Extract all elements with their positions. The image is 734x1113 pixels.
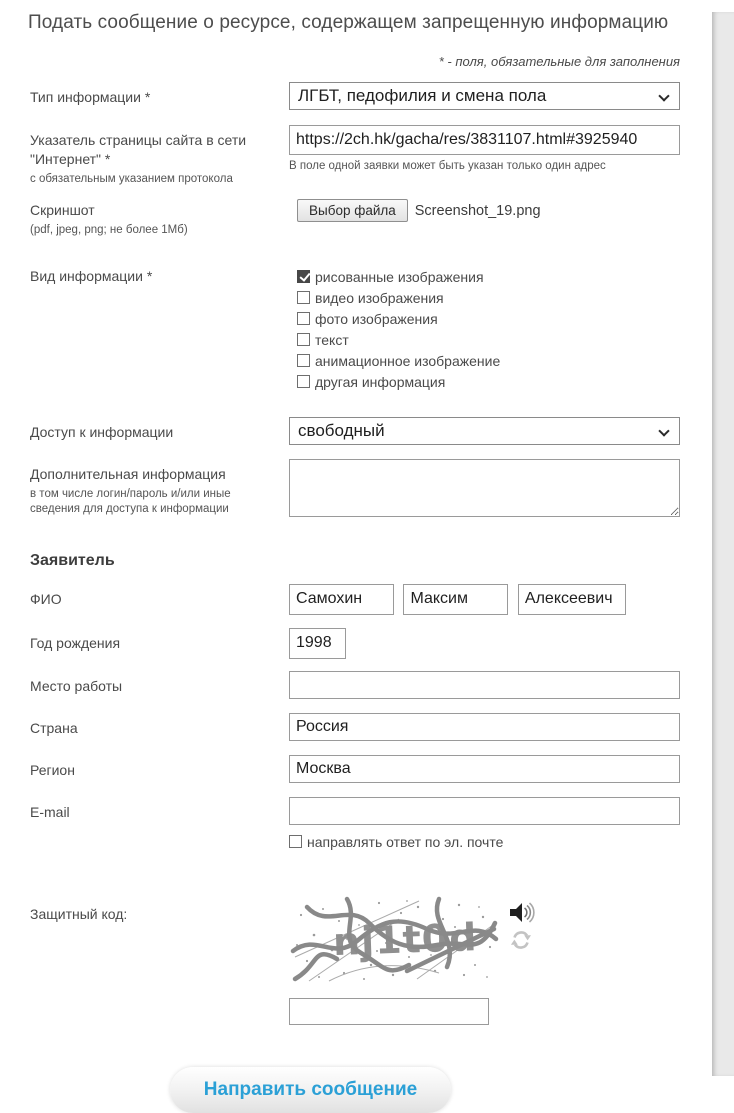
checkbox-email-reply[interactable]	[289, 835, 302, 848]
workplace-label: Место работы	[30, 677, 123, 694]
access-select[interactable]	[289, 417, 680, 445]
birth-year-label: Год рождения	[30, 634, 121, 651]
checkbox-label: текст	[315, 331, 349, 348]
info-type-selected-value: ЛГБТ, педофилия и смена пола	[298, 86, 547, 105]
required-fields-note: * - поля, обязательные для заполнения	[438, 54, 680, 69]
checkbox-row-text	[297, 332, 680, 348]
checkbox-label: фото изображения	[315, 310, 438, 327]
row-country	[30, 713, 680, 741]
screenshot-sublabel: (pdf, jpeg, png; не более 1Мб)	[30, 224, 188, 237]
row-additional-info	[30, 459, 680, 522]
row-region	[30, 755, 680, 783]
checkbox-row-other-info	[297, 374, 680, 390]
birth-year-input[interactable]	[289, 628, 346, 659]
info-type-label: Тип информации *	[30, 89, 151, 105]
row-captcha	[30, 895, 680, 1025]
checkbox-row-animated-image	[297, 353, 680, 369]
checkbox-drawn-images[interactable]	[297, 270, 310, 283]
access-selected-value: свободный	[298, 420, 385, 440]
checkbox-row-drawn-images	[297, 269, 680, 285]
checkbox-row-photo-images	[297, 311, 680, 327]
url-sublabel: с обязательным указанием протокола	[30, 172, 233, 185]
checkbox-photo-images[interactable]	[297, 312, 310, 325]
choose-file-button[interactable]: Выбор файла	[297, 199, 408, 222]
page-title: Подать сообщение о ресурсе, содержащем запрещенную информацию	[28, 12, 669, 33]
row-screenshot	[30, 195, 680, 238]
info-type-select[interactable]	[289, 82, 680, 110]
row-info-kind	[30, 261, 680, 395]
checkbox-text[interactable]	[297, 333, 310, 346]
checkbox-other-info[interactable]	[297, 375, 310, 388]
captcha-audio-button[interactable]	[509, 901, 533, 924]
captcha-image	[289, 895, 500, 983]
region-input[interactable]	[289, 755, 680, 783]
fio-label: ФИО	[30, 590, 62, 607]
chevron-down-icon	[658, 90, 669, 101]
captcha-label: Защитный код:	[30, 905, 128, 922]
workplace-input[interactable]	[289, 671, 680, 699]
country-input[interactable]	[289, 713, 680, 741]
middle-name-input[interactable]	[518, 584, 626, 615]
chosen-file-name: Screenshot_19.png	[414, 203, 541, 220]
checkbox-label: другая информация	[315, 373, 446, 390]
captcha-refresh-button[interactable]	[509, 929, 533, 951]
url-hint: В поле одной заявки может быть указан только один адрес	[289, 160, 606, 172]
additional-info-textarea[interactable]	[289, 459, 680, 517]
email-reply-row	[289, 834, 680, 850]
applicant-heading: Заявитель	[30, 551, 115, 569]
checkbox-animated-image[interactable]	[297, 354, 310, 367]
url-label: Указатель страницы сайта в сети "Интернет" *	[30, 132, 247, 167]
row-workplace	[30, 671, 680, 699]
checkbox-label: анимационное изображение	[315, 352, 501, 369]
last-name-input[interactable]	[289, 584, 394, 615]
row-email	[30, 797, 680, 855]
first-name-input[interactable]	[403, 584, 508, 615]
additional-info-label: Дополнительная информация	[30, 465, 226, 482]
checkbox-video-images[interactable]	[297, 291, 310, 304]
captcha-input[interactable]	[289, 998, 489, 1025]
checkbox-label: рисованные изображения	[315, 268, 484, 285]
country-label: Страна	[30, 719, 78, 736]
email-label: E-mail	[30, 803, 70, 820]
region-label: Регион	[30, 761, 75, 778]
row-birth-year	[30, 628, 680, 659]
row-fio	[30, 584, 680, 615]
screenshot-label: Скриншот	[30, 202, 95, 219]
row-url	[30, 125, 680, 187]
row-access	[30, 417, 680, 445]
checkbox-row-video-images	[297, 290, 680, 306]
captcha-text: nj1t0d	[332, 914, 479, 964]
chevron-down-icon	[658, 425, 669, 436]
email-input[interactable]	[289, 797, 680, 825]
submit-button[interactable]: Направить сообщение	[170, 1067, 451, 1113]
info-kind-label: Вид информации *	[30, 267, 153, 284]
email-reply-label: направлять ответ по эл. почте	[307, 833, 504, 850]
access-label: Доступ к информации	[30, 423, 174, 440]
speaker-icon	[509, 901, 533, 924]
row-info-type	[30, 82, 680, 110]
url-input[interactable]	[289, 125, 680, 155]
additional-info-sublabel: в том числе логин/пароль и/или иные сведения для доступа к информации	[30, 487, 231, 516]
page-edge-strip	[712, 12, 734, 1076]
refresh-icon	[510, 929, 532, 951]
checkbox-label: видео изображения	[315, 289, 444, 306]
